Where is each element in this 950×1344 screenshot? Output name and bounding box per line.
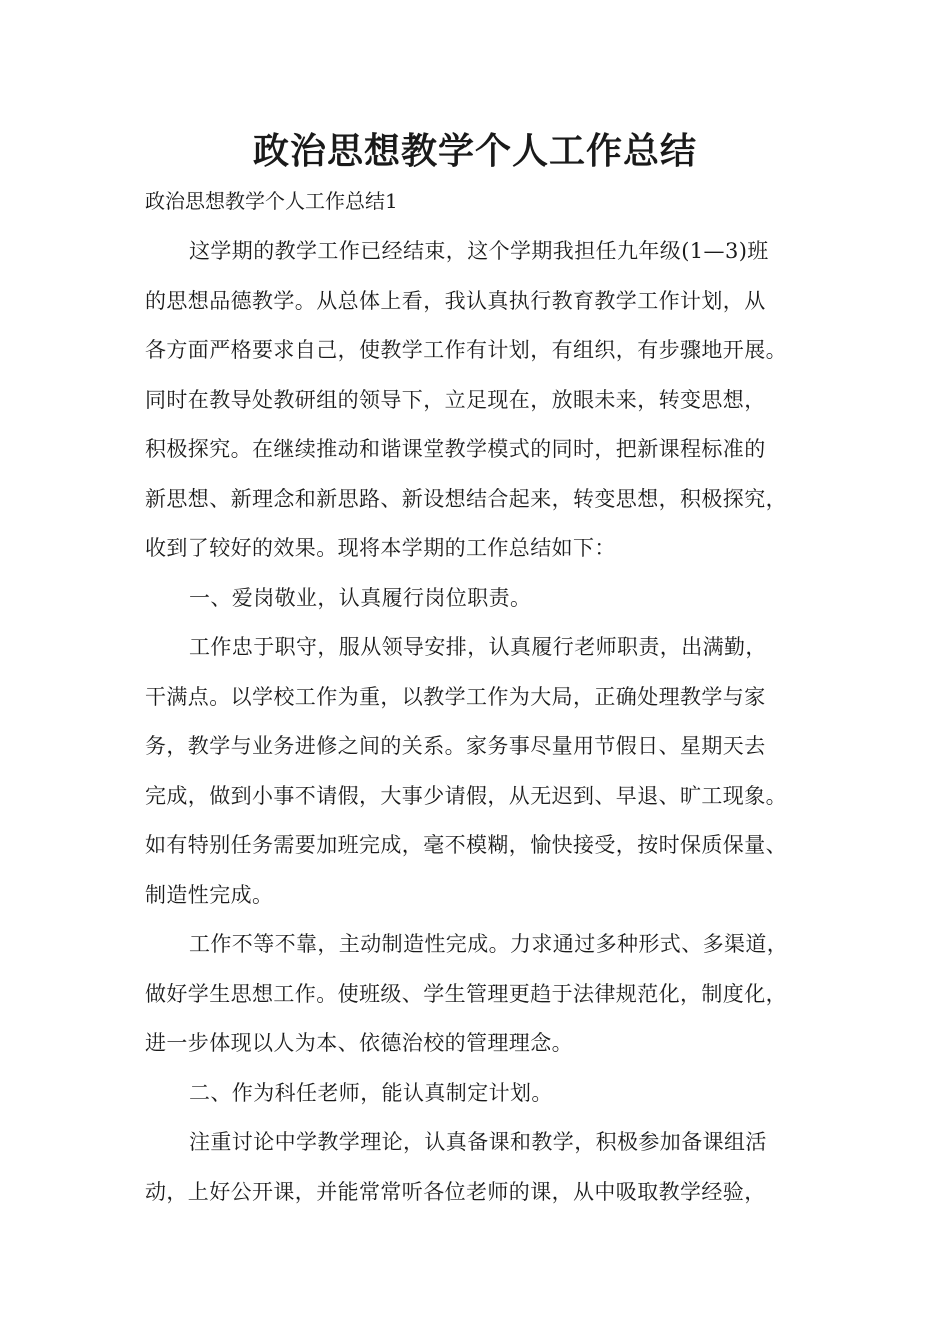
text-line: 收到了较好的效果。现将本学期的工作总结如下： [145, 536, 616, 560]
document-subtitle: 政治思想教学个人工作总结1 [145, 189, 398, 213]
text-line: 各方面严格要求自己，使教学工作有计划，有组织，有步骤地开展。 [145, 338, 787, 362]
document-title: 政治思想教学个人工作总结 [252, 131, 697, 172]
text-line: 务，教学与业务进修之间的关系。家务事尽量用节假日、星期天去 [145, 734, 766, 758]
text-line: 干满点。以学校工作为重，以教学工作为大局，正确处理教学与家 [145, 684, 766, 709]
text-line: 完成，做到小事不请假，大事少请假，从无迟到、早退、旷工现象。 [145, 783, 787, 808]
text-line: 动，上好公开课，并能常常听各位老师的课，从中吸取教学经验， [145, 1179, 766, 1204]
text-line: 的思想品德教学。从总体上看，我认真执行教育教学工作计划，从 [145, 288, 766, 313]
text-line: 注重讨论中学教学理论，认真备课和教学，积极参加备课组活 [189, 1130, 767, 1154]
text-line: 如有特别任务需要加班完成，毫不模糊，愉快接受，按时保质保量、 [145, 833, 787, 857]
text-line: 同时在教导处教研组的领导下，立足现在，放眼未来，转变思想， [145, 387, 766, 412]
text-line: 制造性完成。 [145, 882, 274, 907]
text-line: 一、爱岗敬业，认真履行岗位职责。 [189, 585, 532, 610]
text-line: 二、作为科任老师，能认真制定计划。 [189, 1080, 553, 1105]
document-body [145, 233, 825, 1223]
text-line: 新思想、新理念和新思路、新设想结合起来，转变思想，积极探究， [145, 486, 787, 511]
text-line: 积极探究。在继续推动和谐课堂教学模式的同时，把新课程标准的 [145, 437, 766, 461]
text-line: 这学期的教学工作已经结束，这个学期我担任九年级(1—3)班 [189, 239, 769, 263]
text-line: 工作忠于职守，服从领导安排，认真履行老师职责，出满勤， [189, 635, 767, 659]
text-line: 进一步体现以人为本、依德治校的管理理念。 [145, 1031, 573, 1055]
text-line: 工作不等不靠，主动制造性完成。力求通过多种形式、多渠道， [189, 932, 789, 956]
text-line: 做好学生思想工作。使班级、学生管理更趋于法律规范化，制度化， [145, 981, 787, 1006]
